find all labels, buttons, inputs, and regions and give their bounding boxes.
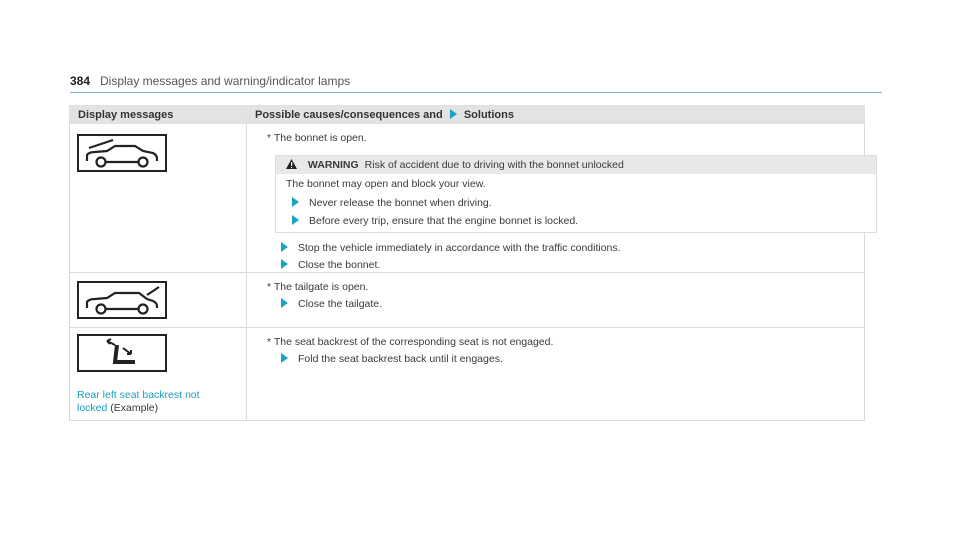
- display-message-cell: [70, 273, 247, 328]
- table-header-row: [70, 106, 865, 124]
- solution-step-text: Fold the seat backrest back until it engages.: [298, 353, 503, 365]
- page-number: 384: [70, 74, 91, 88]
- solution-step-text: Stop the vehicle immediately in accordance with the traffic conditions.: [298, 242, 621, 254]
- arrow-right-icon: [281, 259, 288, 269]
- display-message-cell: [70, 124, 247, 273]
- tailgate-open-car-icon: [77, 281, 167, 319]
- warning-step-text: Never release the bonnet when driving.: [309, 197, 492, 209]
- message-label-suffix: (Example): [110, 402, 159, 414]
- solution-step-text: Close the tailgate.: [298, 298, 383, 310]
- solution-step-text: Close the bonnet.: [298, 259, 381, 271]
- display-message-cell: [70, 328, 247, 421]
- table-row: [70, 273, 865, 328]
- arrow-right-icon: [281, 242, 288, 252]
- warning-title: WARNING: [307, 159, 359, 171]
- seat-backrest-icon: [77, 334, 167, 372]
- col-header-causes-solutions: [247, 106, 865, 124]
- col-header-solutions: Solutions: [463, 108, 514, 121]
- arrow-right-icon: [292, 215, 299, 225]
- message-label-highlight: Rear left seat backrest not: [77, 389, 200, 401]
- causes-cell: [247, 273, 865, 328]
- page-title: Display messages and warning/indicator lamps: [100, 74, 351, 88]
- message-label-highlight: locked: [77, 402, 108, 414]
- warning-body: The bonnet may open and block your view.: [286, 178, 486, 190]
- warning-box: [275, 155, 877, 233]
- warning-step: [292, 215, 578, 227]
- table-row: [70, 124, 865, 273]
- solution-step: [281, 353, 503, 365]
- cause-text: * The tailgate is open.: [267, 281, 369, 293]
- solution-step: [281, 242, 621, 254]
- arrow-right-icon: [281, 353, 288, 363]
- cause-text: * The bonnet is open.: [267, 132, 367, 144]
- table-row: [70, 328, 865, 421]
- warning-headline: Risk of accident due to driving with the bonnet unlocked: [364, 159, 624, 171]
- arrow-right-icon: [450, 109, 457, 119]
- causes-cell: [247, 328, 865, 421]
- solution-step: [281, 298, 382, 310]
- arrow-right-icon: [281, 298, 288, 308]
- solution-step: [281, 259, 380, 271]
- warning-triangle-icon: [286, 159, 297, 169]
- warning-header: [276, 156, 876, 174]
- display-message-label: [77, 389, 200, 415]
- warning-step: [292, 197, 492, 209]
- display-messages-table: [69, 105, 865, 421]
- arrow-right-icon: [292, 197, 299, 207]
- warning-step-text: Before every trip, ensure that the engine bonnet is locked.: [309, 215, 579, 227]
- page-header: [70, 72, 882, 93]
- cause-text: * The seat backrest of the corresponding seat is not engaged.: [267, 336, 554, 348]
- causes-cell: [247, 124, 865, 273]
- col-header-causes: Possible causes/consequences and: [255, 108, 443, 121]
- bonnet-open-car-icon: [77, 134, 167, 172]
- col-header-display-messages: Display messages: [70, 106, 247, 124]
